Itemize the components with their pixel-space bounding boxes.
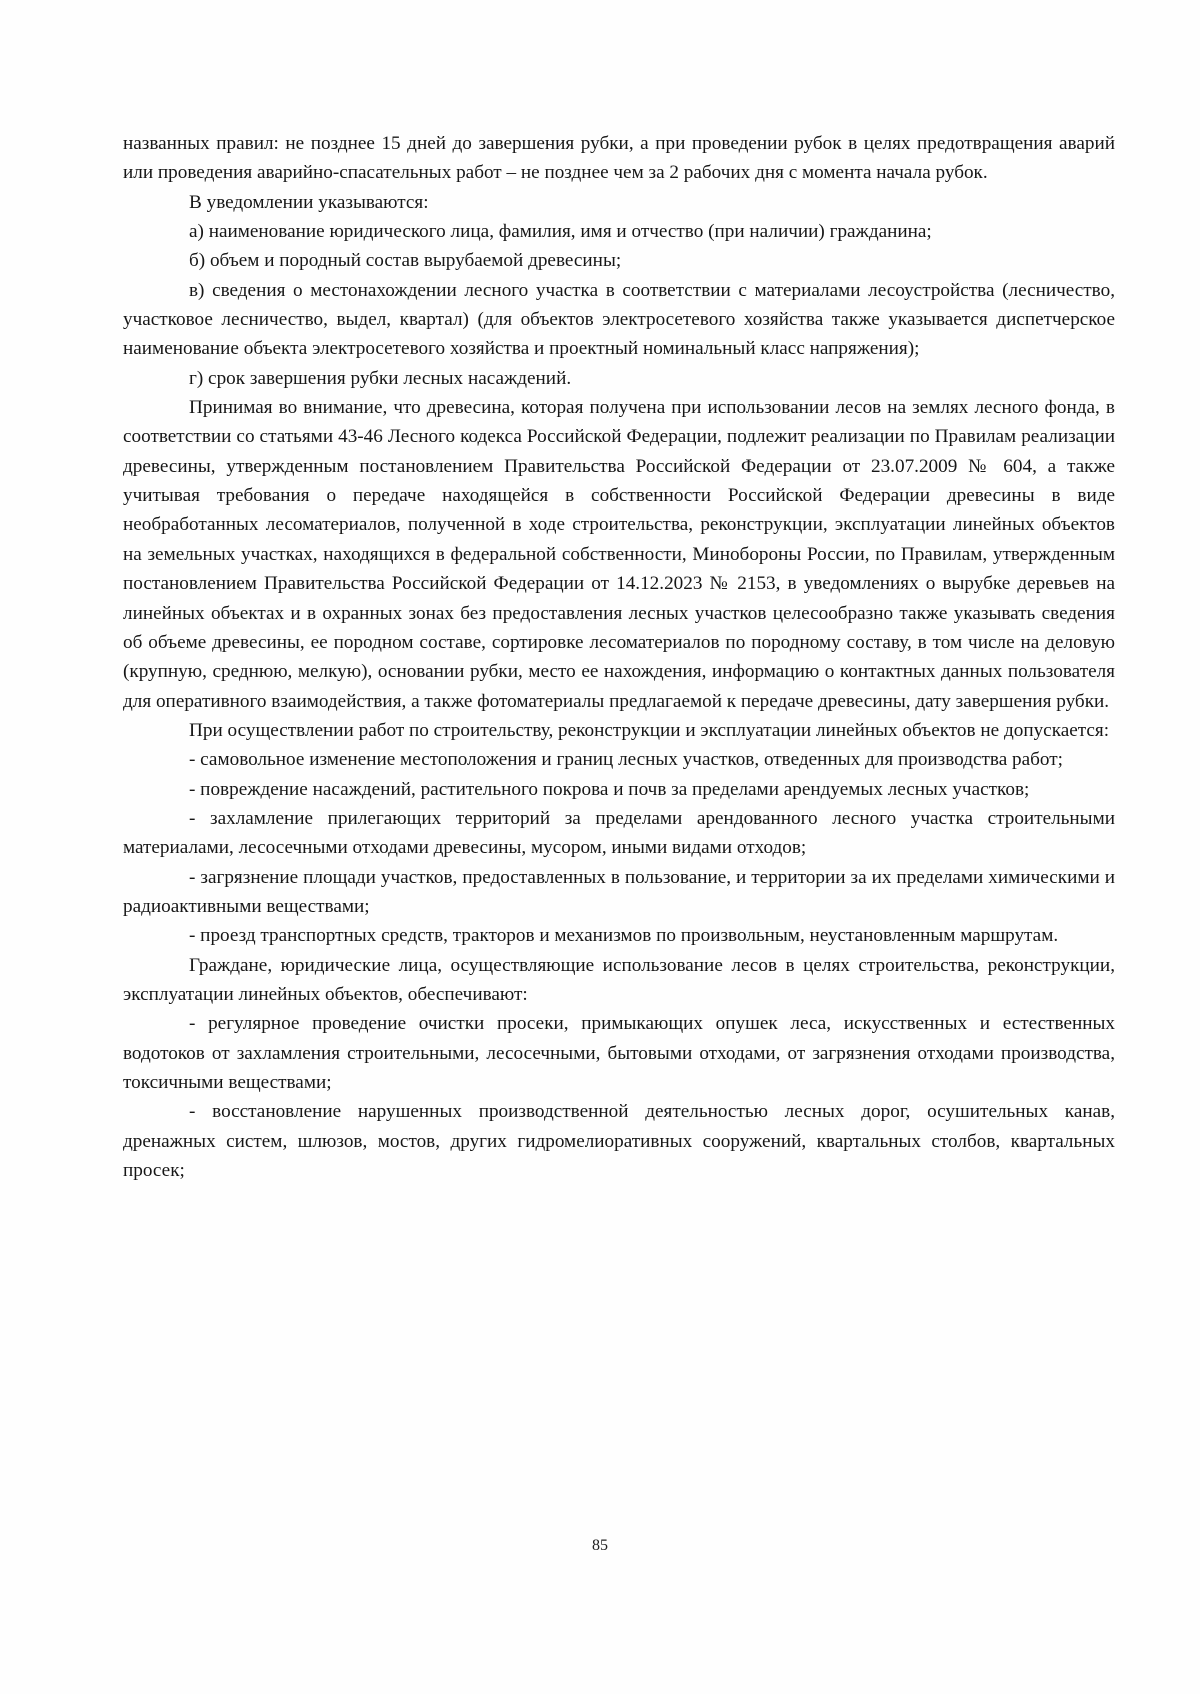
list-item-a: а) наименование юридического лица, фамилия, имя и отчество (при наличии) гражданина; bbox=[189, 221, 932, 243]
page-number: 85 bbox=[592, 1537, 608, 1554]
bullet-littering: - захламление прилегающих территорий за пределами арендованного лесного участка строительными материалами, лесосечными отходами древесины, мусором, иными видами отходов; bbox=[123, 807, 1115, 859]
bullet-restoration: - восстановление нарушенных производственной деятельностью лесных дорог, осушительных канав, дренажных систем, шлюзов, мостов, других гидромелиоративных сооружений, квартальных столбов, квартальных просек; bbox=[123, 1101, 1115, 1182]
body-text bbox=[123, 129, 1115, 1185]
list-item-b: б) объем и породный состав вырубаемой древесины; bbox=[189, 250, 622, 272]
paragraph-timber-sale: Принимая во внимание, что древесина, которая получена при использовании лесов на землях лесного фонда, в соответствии со статьями 43-46 Лесного кодекса Российской Федерации, подлежит реализации по Правилам реализации древесины, утвержденным постановлением Правительства Российской Федерации от 23.07.2009 № 604, а также учитывая требования о передаче находящейся в собственности Российской Федерации древесины в виде необработанных лесоматериалов, полученной в ходе строительства, реконструкции, эксплуатации линейных объектов на земельных участках, находящихся в федеральной собственности, Минобороны России, по Правилам, утвержденным постановлением Правительства Российской Федерации от 14.12.2023 № 2153, в уведомлениях о вырубке деревьев на линейных объектах и в охранных зонах без предоставления лесных участков целесообразно также указывать сведения об объеме древесины, ее породном составе, сортировке лесоматериалов по породному составу, в том числе на деловую (крупную, среднюю, мелкую), основании рубки, место ее нахождения, информацию о контактных данных пользователя для оперативного взаимодействия, а также фотоматериалы предлагаемой к передаче древесины, дату завершения рубки. bbox=[123, 397, 1115, 712]
paragraph-not-allowed: При осуществлении работ по строительству, реконструкции и эксплуатации линейных объектов не допускается: bbox=[189, 719, 1110, 741]
bullet-pollution: - загрязнение площади участков, предоставленных в пользование, и территории за их пределами химическими и радиоактивными веществами; bbox=[123, 866, 1115, 917]
bullet-vegetation-damage: - повреждение насаждений, растительного покрова и почв за пределами арендуемых лесных участков; bbox=[189, 778, 1030, 800]
list-item-d: г) срок завершения рубки лесных насаждений. bbox=[189, 367, 572, 389]
list-item-c: в) сведения о местонахождении лесного участка в соответствии с материалами лесоустройства (лесничество, участковое лесничество, выдел, квартал) (для объектов электросетевого хозяйства также указывается диспетчерское наименование объекта электросетевого хозяйства и проектный номинальный класс напряжения); bbox=[123, 279, 1115, 360]
bullet-boundary-change: - самовольное изменение местоположения и границ лесных участков, отведенных для производства работ; bbox=[189, 749, 1063, 771]
paragraph-rules-deadline: названных правил: не позднее 15 дней до завершения рубки, а при проведении рубок в целях предотвращения аварий или проведения аварийно-спасательных работ – не позднее чем за 2 рабочих дня с момента начала рубок. bbox=[123, 133, 1115, 184]
bullet-vehicle-routes: - проезд транспортных средств, тракторов и механизмов по произвольным, неустановленным маршрутам. bbox=[189, 925, 1059, 947]
paragraph-obligations: Граждане, юридические лица, осуществляющие использование лесов в целях строительства, реконструкции, эксплуатации линейных объектов, обеспечивают: bbox=[123, 954, 1115, 1005]
paragraph-notice-contents: В уведомлении указываются: bbox=[189, 191, 429, 213]
bullet-clearing: - регулярное проведение очистки просеки, примыкающих опушек леса, искусственных и естественных водотоков от захламления строительными, лесосечными, бытовыми отходами, от загрязнения отходами производства, токсичными веществами; bbox=[123, 1013, 1115, 1093]
